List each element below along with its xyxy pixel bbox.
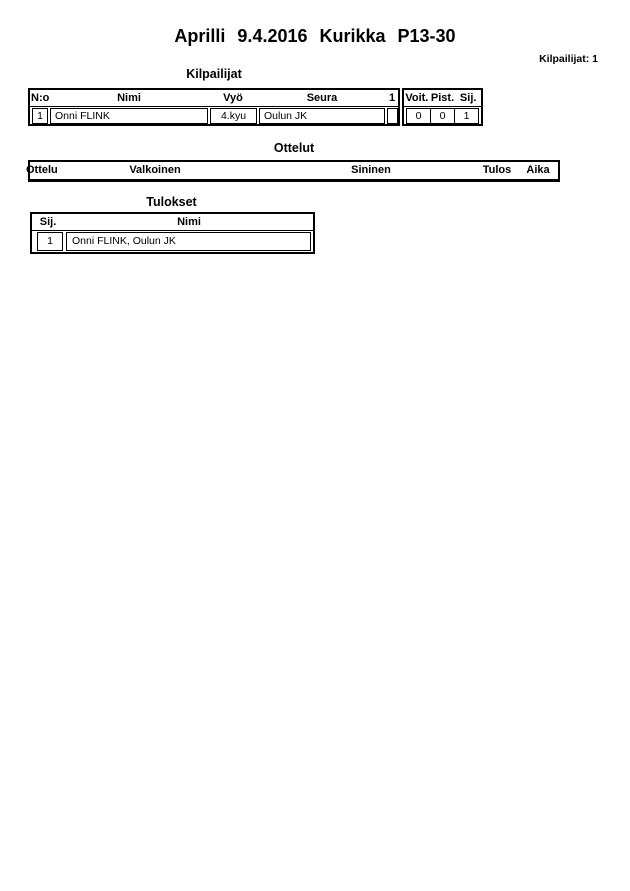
col-header-nimi: Nimi [117,92,141,104]
competitor-name-cell: Onni FLINK [50,108,208,124]
tulokset-table [30,212,315,254]
kilpailijat-table-header [30,90,398,107]
col-header-result-nimi: Nimi [177,216,201,228]
competitor-stats-box [406,108,479,124]
competitor-stats-row [404,108,481,125]
competitor-row [30,108,398,125]
col-header-voit: Voit. [405,92,429,104]
col-header-ottelu: Ottelu [26,164,58,176]
page-title: Aprilli 9.4.2016 Kurikka P13-30 [174,26,456,46]
competitor-club-cell: Oulun JK [259,108,385,124]
competitor-match1-cell [387,108,398,124]
competitor-number-cell: 1 [32,108,48,124]
competitor-belt-cell: 4.kyu [210,108,257,124]
col-header-no: N:o [31,92,50,104]
section-heading-kilpailijat: Kilpailijat [186,67,242,81]
kilpailijat-stats-table [402,88,483,126]
col-header-aika: Aika [526,164,550,176]
result-place-cell: 1 [37,232,63,251]
col-header-tulos: Tulos [482,164,512,176]
ottelut-table [28,160,560,182]
result-name-cell: Onni FLINK, Oulun JK [66,232,311,251]
section-heading-ottelut: Ottelut [273,141,315,155]
competitor-points-cell: 0 [430,109,454,123]
col-header-match1: 1 [388,92,396,104]
col-header-result-sij: Sij. [39,216,57,228]
col-header-pist: Pist. [430,92,455,104]
competitors-count: Kilpailijat: 1 [539,53,598,65]
tulokset-table-header [32,214,313,231]
col-header-sij: Sij. [459,92,477,104]
competitor-wins-cell: 0 [415,110,422,122]
ottelut-table-header [26,162,558,180]
kilpailijat-stats-header [404,90,481,107]
col-header-valkoinen: Valkoinen [129,164,181,176]
result-row [32,232,313,252]
col-header-sininen: Sininen [351,164,391,176]
col-header-vyo: Vyö [223,92,243,104]
section-heading-tulokset: Tulokset [146,195,197,209]
competitor-place-cell: 1 [454,109,478,123]
col-header-seura: Seura [306,92,338,104]
kilpailijat-table [28,88,400,126]
